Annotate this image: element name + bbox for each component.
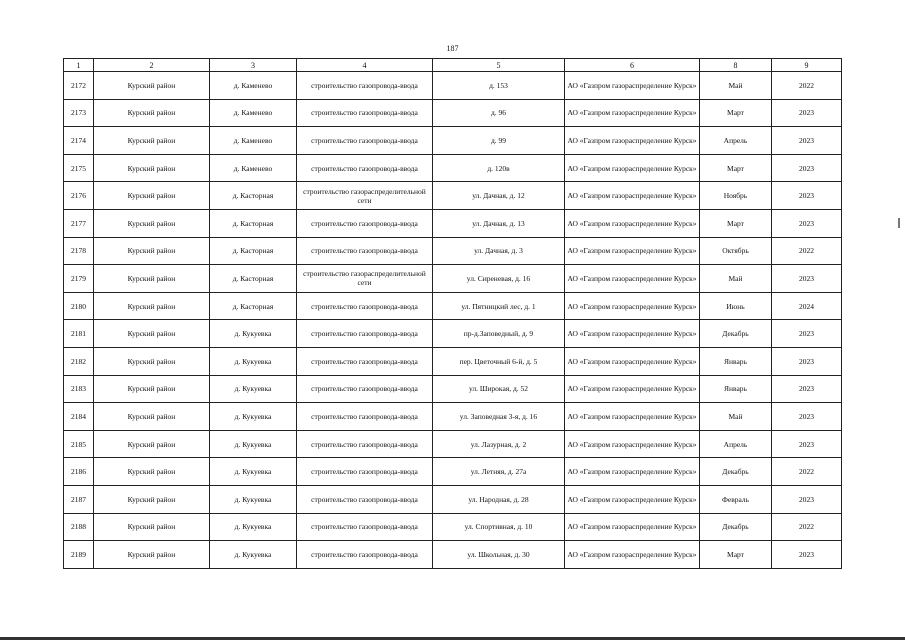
cell-year: 2022: [772, 237, 842, 265]
cell-work-type: строительство газопровода-ввода: [297, 292, 433, 320]
cell-district: Курский район: [94, 127, 210, 155]
table-body: [64, 72, 842, 569]
cell-district: Курский район: [94, 99, 210, 127]
cell-work-type: строительство газопровода-ввода: [297, 127, 433, 155]
cell-organization: АО «Газпром газораспределение Курск»: [565, 72, 700, 100]
cell-year: 2023: [772, 265, 842, 293]
cell-work-type: строительство газопровода-ввода: [297, 485, 433, 513]
cell-organization: АО «Газпром газораспределение Курск»: [565, 99, 700, 127]
table-row: [64, 430, 842, 458]
cell-address: пер. Цветочный 6-й, д. 5: [433, 347, 565, 375]
cell-month: Ноябрь: [700, 182, 772, 210]
cell-year: 2023: [772, 430, 842, 458]
cell-year: 2023: [772, 127, 842, 155]
cell-row-number: 2180: [64, 292, 94, 320]
header-cell: 8: [700, 59, 772, 72]
table-row: [64, 182, 842, 210]
cell-settlement: д. Каменево: [210, 154, 297, 182]
gasification-table: [63, 58, 842, 569]
cell-month: Март: [700, 154, 772, 182]
cell-row-number: 2177: [64, 209, 94, 237]
cell-work-type: строительство газопровода-ввода: [297, 541, 433, 569]
cell-month: Апрель: [700, 430, 772, 458]
cell-year: 2023: [772, 541, 842, 569]
table-row: [64, 127, 842, 155]
cell-district: Курский район: [94, 403, 210, 431]
table-row: [64, 72, 842, 100]
cell-district: Курский район: [94, 485, 210, 513]
cell-address: пр-д.Заповедный, д. 9: [433, 320, 565, 348]
cell-address: ул. Спортивная, д. 10: [433, 513, 565, 541]
cell-month: Май: [700, 265, 772, 293]
cell-row-number: 2182: [64, 347, 94, 375]
cell-year: 2024: [772, 292, 842, 320]
cell-work-type: строительство газопровода-ввода: [297, 72, 433, 100]
cell-work-type: строительство газопровода-ввода: [297, 403, 433, 431]
cell-month: Май: [700, 72, 772, 100]
cell-settlement: д. Кукуевка: [210, 375, 297, 403]
header-cell: 5: [433, 59, 565, 72]
cell-address: д. 96: [433, 99, 565, 127]
cell-row-number: 2186: [64, 458, 94, 486]
cell-work-type: строительство газопровода-ввода: [297, 209, 433, 237]
cell-year: 2022: [772, 513, 842, 541]
cell-address: ул. Летняя, д. 27а: [433, 458, 565, 486]
cell-district: Курский район: [94, 430, 210, 458]
cell-district: Курский район: [94, 458, 210, 486]
cell-settlement: д. Касторная: [210, 209, 297, 237]
table-row: [64, 403, 842, 431]
cell-row-number: 2173: [64, 99, 94, 127]
cell-settlement: д. Кукуевка: [210, 458, 297, 486]
cell-work-type: строительство газопровода-ввода: [297, 237, 433, 265]
cell-row-number: 2189: [64, 541, 94, 569]
cell-month: Март: [700, 209, 772, 237]
cell-month: Январь: [700, 375, 772, 403]
cell-month: Октябрь: [700, 237, 772, 265]
cell-organization: АО «Газпром газораспределение Курск»: [565, 320, 700, 348]
cell-district: Курский район: [94, 320, 210, 348]
cell-settlement: д. Кукуевка: [210, 320, 297, 348]
cell-year: 2023: [772, 320, 842, 348]
cell-work-type: строительство газопровода-ввода: [297, 430, 433, 458]
cell-work-type: строительство газопровода-ввода: [297, 99, 433, 127]
cell-settlement: д. Кукуевка: [210, 513, 297, 541]
table-row: [64, 292, 842, 320]
cell-address: ул. Лазурная, д. 2: [433, 430, 565, 458]
cell-row-number: 2188: [64, 513, 94, 541]
cell-settlement: д. Касторная: [210, 292, 297, 320]
cell-year: 2023: [772, 209, 842, 237]
table-row: [64, 458, 842, 486]
cell-organization: АО «Газпром газораспределение Курск»: [565, 403, 700, 431]
cell-organization: АО «Газпром газораспределение Курск»: [565, 375, 700, 403]
cell-row-number: 2184: [64, 403, 94, 431]
cell-settlement: д. Кукуевка: [210, 430, 297, 458]
cell-organization: АО «Газпром газораспределение Курск»: [565, 513, 700, 541]
cell-year: 2023: [772, 154, 842, 182]
cell-settlement: д. Каменево: [210, 72, 297, 100]
cell-address: ул. Народная, д. 28: [433, 485, 565, 513]
cell-month: Май: [700, 403, 772, 431]
cell-organization: АО «Газпром газораспределение Курск»: [565, 430, 700, 458]
cell-district: Курский район: [94, 182, 210, 210]
cell-month: Январь: [700, 347, 772, 375]
cell-address: д. 153: [433, 72, 565, 100]
table-row: [64, 320, 842, 348]
cell-address: д. 99: [433, 127, 565, 155]
cell-district: Курский район: [94, 154, 210, 182]
cell-organization: АО «Газпром газораспределение Курск»: [565, 209, 700, 237]
cell-district: Курский район: [94, 72, 210, 100]
cell-month: Февраль: [700, 485, 772, 513]
cell-year: 2023: [772, 99, 842, 127]
cell-district: Курский район: [94, 209, 210, 237]
cell-organization: АО «Газпром газораспределение Курск»: [565, 541, 700, 569]
cell-work-type: строительство газопровода-ввода: [297, 513, 433, 541]
cell-work-type: строительство газопровода-ввода: [297, 375, 433, 403]
header-cell: 6: [565, 59, 700, 72]
table-row: [64, 265, 842, 293]
cell-year: 2023: [772, 375, 842, 403]
cell-address: д. 120в: [433, 154, 565, 182]
cell-work-type: строительство газораспределительной сети: [297, 182, 433, 210]
cell-organization: АО «Газпром газораспределение Курск»: [565, 265, 700, 293]
cell-organization: АО «Газпром газораспределение Курск»: [565, 458, 700, 486]
cell-district: Курский район: [94, 347, 210, 375]
cell-row-number: 2185: [64, 430, 94, 458]
cell-month: Декабрь: [700, 513, 772, 541]
cell-organization: АО «Газпром газораспределение Курск»: [565, 182, 700, 210]
cell-year: 2023: [772, 182, 842, 210]
cell-work-type: строительство газопровода-ввода: [297, 320, 433, 348]
cell-work-type: строительство газопровода-ввода: [297, 458, 433, 486]
cell-district: Курский район: [94, 513, 210, 541]
table-row: [64, 99, 842, 127]
cell-year: 2023: [772, 403, 842, 431]
cell-settlement: д. Кукуевка: [210, 485, 297, 513]
table-row: [64, 513, 842, 541]
table-row: [64, 541, 842, 569]
table-row: [64, 375, 842, 403]
scan-mark: [898, 218, 900, 228]
cell-row-number: 2178: [64, 237, 94, 265]
cell-address: ул. Широкая, д. 52: [433, 375, 565, 403]
cell-row-number: 2174: [64, 127, 94, 155]
cell-year: 2022: [772, 72, 842, 100]
cell-month: Март: [700, 541, 772, 569]
cell-organization: АО «Газпром газораспределение Курск»: [565, 485, 700, 513]
cell-row-number: 2175: [64, 154, 94, 182]
cell-year: 2022: [772, 458, 842, 486]
table-row: [64, 209, 842, 237]
cell-address: ул. Дачная, д. 13: [433, 209, 565, 237]
cell-month: Июнь: [700, 292, 772, 320]
table-row: [64, 485, 842, 513]
cell-month: Апрель: [700, 127, 772, 155]
cell-work-type: строительство газопровода-ввода: [297, 347, 433, 375]
header-row: [64, 59, 842, 72]
cell-month: Март: [700, 99, 772, 127]
cell-row-number: 2187: [64, 485, 94, 513]
cell-row-number: 2179: [64, 265, 94, 293]
cell-settlement: д. Каменево: [210, 127, 297, 155]
cell-address: ул. Дачная, д. 12: [433, 182, 565, 210]
cell-organization: АО «Газпром газораспределение Курск»: [565, 347, 700, 375]
cell-settlement: д. Касторная: [210, 265, 297, 293]
cell-organization: АО «Газпром газораспределение Курск»: [565, 127, 700, 155]
header-cell: 2: [94, 59, 210, 72]
cell-district: Курский район: [94, 292, 210, 320]
cell-row-number: 2181: [64, 320, 94, 348]
table-row: [64, 237, 842, 265]
cell-settlement: д. Кукуевка: [210, 403, 297, 431]
cell-address: ул. Заповедная 3-я, д. 16: [433, 403, 565, 431]
cell-row-number: 2172: [64, 72, 94, 100]
cell-organization: АО «Газпром газораспределение Курск»: [565, 292, 700, 320]
cell-district: Курский район: [94, 237, 210, 265]
header-cell: 3: [210, 59, 297, 72]
cell-district: Курский район: [94, 265, 210, 293]
cell-address: ул. Сиреневая, д. 16: [433, 265, 565, 293]
cell-settlement: д. Касторная: [210, 237, 297, 265]
cell-year: 2023: [772, 347, 842, 375]
cell-year: 2023: [772, 485, 842, 513]
cell-address: ул. Пятницкий лес, д. 1: [433, 292, 565, 320]
cell-settlement: д. Каменево: [210, 99, 297, 127]
cell-organization: АО «Газпром газораспределение Курск»: [565, 154, 700, 182]
cell-row-number: 2183: [64, 375, 94, 403]
table-row: [64, 347, 842, 375]
table-row: [64, 154, 842, 182]
cell-settlement: д. Касторная: [210, 182, 297, 210]
cell-address: ул. Школьная, д. 30: [433, 541, 565, 569]
cell-row-number: 2176: [64, 182, 94, 210]
cell-address: ул. Дачная, д. 3: [433, 237, 565, 265]
header-cell: 9: [772, 59, 842, 72]
page-number: 187: [446, 44, 459, 53]
cell-month: Декабрь: [700, 458, 772, 486]
cell-work-type: строительство газопровода-ввода: [297, 154, 433, 182]
cell-settlement: д. Кукуевка: [210, 347, 297, 375]
cell-settlement: д. Кукуевка: [210, 541, 297, 569]
header-cell: 1: [64, 59, 94, 72]
cell-district: Курский район: [94, 375, 210, 403]
cell-month: Декабрь: [700, 320, 772, 348]
cell-work-type: строительство газораспределительной сети: [297, 265, 433, 293]
cell-organization: АО «Газпром газораспределение Курск»: [565, 237, 700, 265]
header-cell: 4: [297, 59, 433, 72]
cell-district: Курский район: [94, 541, 210, 569]
